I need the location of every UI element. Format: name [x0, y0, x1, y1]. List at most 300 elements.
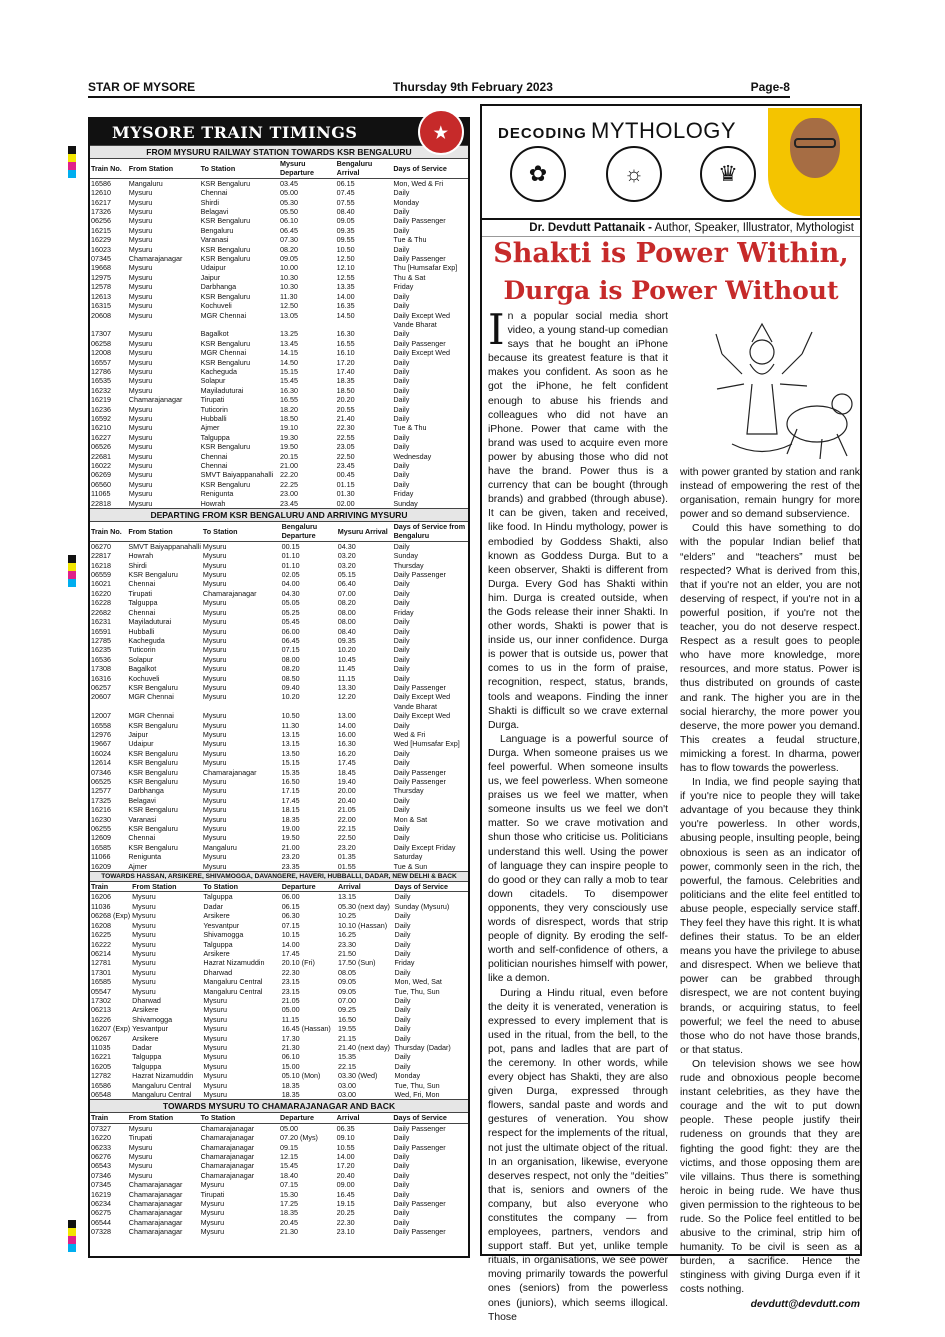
table-row: [90, 188, 468, 197]
table-cell: 21.05: [337, 805, 356, 815]
table-row: [90, 348, 468, 357]
table-cell: 07328: [91, 1227, 111, 1237]
table-cell: Daily: [393, 376, 410, 386]
table-cell: 17308: [91, 664, 111, 674]
table-cell: 23.45: [336, 461, 355, 470]
timetable: [90, 882, 468, 1099]
table-cell: Mysuru: [202, 833, 227, 843]
table-cell: 11.45: [337, 664, 356, 674]
table-cell: 06214: [91, 948, 111, 958]
table-row: [90, 376, 468, 385]
table-cell: Daily: [393, 301, 410, 311]
column-header: Train: [90, 882, 131, 892]
table-cell: 18.35: [281, 814, 300, 824]
table-cell: 14.00: [281, 939, 300, 949]
table-cell: 03.20: [337, 560, 356, 570]
table-cell: 20608: [91, 310, 111, 320]
table-row: [90, 320, 468, 329]
table-cell: Talguppa: [203, 892, 233, 902]
table-row: [90, 226, 468, 235]
table-cell: 17301: [91, 967, 111, 977]
table-cell: 06276: [91, 1152, 111, 1162]
table-cell: 14.50: [336, 310, 355, 320]
table-cell: Mangaluru Central: [132, 1090, 192, 1099]
table-cell: Dharwad: [203, 967, 233, 977]
table-cell: 16206: [91, 892, 111, 902]
table-cell: 20.15: [279, 451, 298, 461]
column-header: From Station: [131, 882, 202, 892]
table-cell: Mangaluru: [202, 842, 237, 852]
table-cell: Kacheguda: [200, 366, 237, 376]
table-cell: Friday: [393, 607, 414, 617]
table-cell: 15.35: [281, 767, 300, 777]
table-cell: 11035: [91, 1042, 111, 1052]
table-cell: Mangaluru: [128, 178, 163, 188]
table-cell: 15.35: [338, 1052, 356, 1062]
table-cell: 20607: [91, 692, 111, 702]
table-cell: 08.20: [281, 664, 300, 674]
table-cell: Mysuru: [202, 654, 227, 664]
table-cell: 07346: [91, 1170, 111, 1180]
table-cell: Daily: [393, 795, 410, 805]
registration-marks-mid: [68, 555, 76, 587]
table-cell: Daily: [394, 920, 411, 930]
table-cell: KSR Bengaluru: [128, 682, 178, 692]
column-header: Departure: [281, 882, 337, 892]
table-cell: 10.55: [336, 1142, 355, 1152]
table-cell: 23.30: [338, 939, 356, 949]
table-cell: 15.15: [281, 758, 300, 768]
table-cell: Shivamogga: [203, 930, 244, 940]
table-cell: Arsikere: [132, 1005, 159, 1015]
table-cell: 16222: [91, 939, 111, 949]
table-cell: [127, 702, 202, 711]
table-cell: 16022: [91, 461, 111, 470]
paragraph-text: n a popular social media short video, a young stand-up comedian says that he bought an iPhone because its greatest feature is that it makes you confident. As soon as he got the iPhone, he felt confident enough to abuse his friends and colleagues who did not have an iPhone. Power that came with the brand was used to acquire even more power by abusing those who did not have the brand. Power thus is a currency that can be bought (through brands) and grabbed (through abuse). It can be given, taken and received, like food. In Hindu mythology, power is embodied by Goddess Shakti, also known as Goddess Durga. But to a keen observer, Shakti is different from Durga. Every God has Shakti within him. Durga is created outside, when the Gods release their inner Shakti. In other words, Shakti is power that is inside us, our inner confidence. Durga is power that is outside us, power that comes to us in the form of praise, recognition, respect, status, brands, tools and weapons. Finding the inner Shakti is difficult so we crave external Durga.: [488, 311, 668, 731]
table-cell: 23.45: [279, 498, 298, 508]
author-role: Author, Speaker, Illustrator, Mythologist: [652, 222, 854, 234]
table-cell: 13.00: [337, 711, 356, 721]
table-cell: KSR Bengaluru: [200, 479, 251, 489]
author-name: Dr. Devdutt Pattanaik -: [529, 222, 652, 234]
table-cell: 10.45: [337, 654, 356, 664]
mythology-article: [480, 104, 862, 1323]
table-cell: Mysuru: [128, 310, 153, 320]
table-row: [90, 664, 468, 673]
table-cell: MGR Chennai: [128, 692, 174, 702]
table-cell: Mysuru: [202, 673, 227, 683]
table-cell: Wed, Fri, Mon: [394, 1090, 440, 1099]
table-row: [90, 245, 468, 254]
table-cell: 07.15: [279, 1180, 298, 1190]
table-cell: Mysuru: [200, 1199, 225, 1209]
table-cell: 06256: [91, 216, 111, 226]
table-cell: Daily: [394, 1005, 411, 1015]
table-cell: 19.30: [279, 432, 298, 442]
table-cell: 19.15: [336, 1199, 355, 1209]
table-cell: 16.25: [338, 930, 356, 940]
table-row: [90, 1071, 468, 1080]
table-cell: 06258: [91, 338, 111, 348]
table-cell: Arsikere: [203, 911, 230, 921]
table-cell: Daily: [394, 1061, 411, 1071]
table-row: [90, 198, 468, 207]
table-cell: 14.00: [337, 720, 356, 730]
table-cell: Mysuru: [203, 1071, 227, 1081]
table-cell: Varanasi: [128, 814, 157, 824]
table-cell: 16.20: [337, 748, 356, 758]
table-cell: Mysuru: [202, 711, 227, 721]
table-cell: 21.05: [281, 995, 300, 1005]
table-cell: Daily: [393, 748, 410, 758]
table-cell: Renigunta: [200, 489, 234, 499]
table-cell: Daily: [394, 948, 411, 958]
table-row: [90, 499, 468, 508]
table-cell: 06559: [91, 570, 111, 580]
table-row: [90, 579, 468, 588]
glasses-icon: [794, 138, 836, 148]
table-cell: 21.15: [338, 1033, 356, 1043]
column-header: Arrival: [337, 882, 394, 892]
table-cell: 15.30: [279, 1189, 298, 1199]
table-cell: Chamarajanagar: [128, 1217, 183, 1227]
table-row: [90, 405, 468, 414]
table-cell: 04.30: [281, 588, 300, 598]
table-cell: Shirdi: [128, 560, 147, 570]
table-cell: 19.50: [281, 833, 300, 843]
table-row: [90, 589, 468, 598]
table-cell: 09.40: [281, 682, 300, 692]
table-cell: Sunday: [393, 551, 418, 561]
table-cell: 13.15: [338, 892, 356, 902]
table-cell: 20.40: [336, 1170, 355, 1180]
table-cell: 03.00: [338, 1080, 356, 1090]
table-cell: Udaipur: [200, 263, 226, 273]
table-cell: 16231: [91, 617, 111, 627]
table-row: [90, 796, 468, 805]
table-cell: KSR Bengaluru: [200, 178, 251, 188]
table-cell: 05.00: [279, 1123, 298, 1133]
table-row: [90, 541, 468, 551]
table-cell: 09.05: [336, 216, 355, 226]
table-cell: Chamarajanagar: [128, 1189, 183, 1199]
table-cell: Friday: [393, 489, 414, 499]
table-cell: Mysuru: [202, 777, 227, 786]
table-cell: Shivamogga: [132, 1014, 173, 1024]
table-cell: [336, 320, 393, 329]
table-cell: Wednesday: [393, 451, 432, 461]
table-cell: 08.40: [337, 626, 356, 636]
table-cell: Daily: [393, 1180, 410, 1190]
table-cell: 16226: [91, 1014, 111, 1024]
table-cell: Daily: [393, 1170, 410, 1180]
table-cell: 06268 (Exp): [91, 911, 131, 921]
table-cell: Mysuru: [202, 805, 227, 815]
table-cell: Mysuru: [202, 795, 227, 805]
table-cell: Daily Except Wed: [393, 711, 451, 721]
table-cell: Mysuru: [128, 188, 153, 198]
table-cell: Chamarajanagar: [200, 1142, 255, 1152]
table-cell: Daily: [393, 579, 410, 589]
table-cell: 06.15: [281, 901, 300, 911]
table-cell: 16.55: [279, 395, 298, 405]
table-cell: 06.10: [279, 216, 298, 226]
table-cell: 16236: [91, 404, 111, 414]
table-cell: Mysuru: [202, 739, 227, 749]
table-cell: Mysuru: [132, 977, 156, 987]
table-cell: Chamarajanagar: [200, 1170, 255, 1180]
table-cell: 22681: [91, 451, 111, 461]
table-cell: 05.15: [337, 570, 356, 580]
table-cell: 16.50: [281, 777, 300, 786]
table-cell: 06.15: [336, 178, 355, 188]
table-cell: Mysuru: [200, 1208, 225, 1218]
table-row: [90, 987, 468, 996]
table-cell: Tuticorin: [128, 645, 156, 655]
table-cell: Chamarajanagar: [128, 1180, 183, 1190]
table-cell: 02.00: [336, 498, 355, 508]
table-cell: 06269: [91, 470, 111, 480]
table-cell: 09.00: [336, 1180, 355, 1190]
table-cell: 00.15: [281, 541, 300, 551]
table-row: [90, 739, 468, 748]
table-cell: 18.40: [279, 1170, 298, 1180]
table-cell: 01.10: [281, 560, 300, 570]
table-cell: Belagavi: [128, 795, 156, 805]
article-paragraph: with power granted by station and rank instead of empowering the rest of the organisation, remain hungry for more power and so demand subservience.: [680, 467, 860, 521]
table-row: [90, 470, 468, 479]
table-row: [90, 786, 468, 795]
table-cell: Chamarajanagar: [202, 767, 257, 777]
table-cell: 08.00: [281, 654, 300, 664]
table-cell: 16.10: [336, 348, 355, 358]
table-cell: MGR Chennai: [128, 711, 174, 721]
table-cell: Mysuru: [132, 948, 156, 958]
train-timings-panel: [88, 117, 470, 1258]
table-cell: 11.15: [281, 1014, 300, 1024]
table-cell: Mysuru: [128, 432, 153, 442]
table-cell: Daily: [393, 432, 410, 442]
column-header: Train: [90, 1113, 128, 1123]
table-cell: Daily: [393, 366, 410, 376]
table-cell: 22.30: [336, 423, 355, 433]
column-header: To Station: [200, 159, 279, 178]
article-paragraph: In India, we find people saying that if you're nice to people they will take advantage of you because they think you're powerless. In other words, abusing people, insulting people, being obnoxious is seen as an indicator of power, commonly seen in the rich, the powerful, the famous. Celebrities and politicians and the elite feel entitled to abuse people, especially service staff. They feel they have this right. It is what defines their status. To be an elder means you have the privilege to abuse and disrespect. When we believe that power can be grabbed through disrespect, we are not content buying brands, or acquiring status, to feel powerful; we feel the need to abuse those who do not have those brands, or that status.: [680, 777, 860, 1056]
table-cell: Daily: [393, 617, 410, 627]
timetable: [90, 1113, 468, 1236]
table-cell: Daily Except Friday: [393, 842, 456, 852]
table-cell: 10.30: [279, 282, 298, 292]
table-row: [90, 1024, 468, 1033]
table-cell: 16216: [91, 805, 111, 815]
table-row: [90, 282, 468, 291]
table-cell: Chamarajanagar: [128, 1227, 183, 1237]
table-cell: Daily: [394, 939, 411, 949]
table-cell: Chamarajanagar: [200, 1133, 255, 1143]
table-cell: 13.25: [279, 329, 298, 339]
table-cell: 20.45: [279, 1217, 298, 1227]
table-cell: Daily: [393, 720, 410, 730]
table-cell: Tue & Thu: [393, 235, 427, 245]
table-cell: 06270: [91, 541, 111, 551]
table-cell: 08.20: [279, 244, 298, 254]
column-header: To Station: [202, 522, 281, 541]
table-cell: 14.15: [279, 348, 298, 358]
table-row: [90, 1052, 468, 1061]
table-cell: 16557: [91, 357, 111, 367]
table-cell: 16220: [91, 588, 111, 598]
table-cell: Arsikere: [203, 948, 230, 958]
table-cell: Daily: [393, 207, 410, 217]
table-cell: Mysuru: [128, 348, 153, 358]
table-cell: 19668: [91, 263, 111, 273]
table-cell: Talguppa: [132, 1052, 162, 1062]
table-row: [90, 273, 468, 282]
table-cell: Chennai: [128, 833, 156, 843]
table-cell: Daily: [393, 470, 410, 480]
table-cell: Talguppa: [132, 1061, 162, 1071]
table-cell: 16235: [91, 645, 111, 655]
table-cell: Tirupati: [128, 1133, 153, 1143]
table-cell: Daily Passenger: [393, 767, 446, 777]
table-cell: 07.15: [281, 920, 300, 930]
column-header: To Station: [202, 882, 280, 892]
table-cell: Mysuru: [202, 560, 227, 570]
train-timings-title: [90, 119, 468, 145]
table-cell: Chennai: [200, 461, 228, 470]
table-row: [90, 551, 468, 560]
table-cell: 09.25: [338, 1005, 356, 1015]
table-cell: Chamarajanagar: [128, 395, 183, 405]
table-cell: 17302: [91, 995, 111, 1005]
table-cell: 05547: [91, 986, 111, 996]
table-cell: Mysuru: [128, 1170, 153, 1180]
table-row: [90, 833, 468, 842]
headline-line-2: Durga is Power Without: [503, 276, 839, 305]
table-cell: Daily: [393, 645, 410, 655]
table-cell: Solapur: [128, 654, 154, 664]
table-row: [90, 452, 468, 461]
table-row: [90, 617, 468, 626]
table-cell: 12.10: [336, 263, 355, 273]
table-row: [90, 1034, 468, 1043]
table-cell: Tirupati: [128, 588, 153, 598]
table-cell: Chennai: [128, 579, 156, 589]
table-cell: 21.30: [279, 1227, 298, 1237]
table-cell: 21.30: [281, 1042, 300, 1052]
table-row: [90, 1062, 468, 1071]
table-cell: 16227: [91, 432, 111, 442]
table-row: [90, 968, 468, 977]
table-cell: Mysuru: [128, 272, 153, 282]
table-cell: 07345: [91, 254, 111, 264]
table-cell: 23.05: [336, 442, 355, 452]
table-cell: Mysuru: [128, 235, 153, 245]
table-cell: 16.00: [337, 729, 356, 739]
table-row: [90, 902, 468, 911]
table-cell: 21.50: [338, 948, 356, 958]
table-cell: Mysuru: [202, 720, 227, 730]
table-cell: KSR Bengaluru: [128, 748, 178, 758]
table-cell: 06544: [91, 1217, 111, 1227]
table-cell: Thursday (Dadar): [394, 1042, 451, 1052]
table-cell: 14.00: [336, 291, 355, 301]
table-cell: Mysuru: [203, 1024, 227, 1034]
table-cell: Daily: [393, 329, 410, 339]
table-cell: KSR Bengaluru: [200, 216, 251, 226]
table-cell: 07.55: [336, 197, 355, 207]
table-cell: Dharwad: [132, 995, 161, 1005]
table-cell: 07.45: [336, 188, 355, 198]
table-row: [90, 1090, 468, 1099]
table-cell: 16209: [91, 861, 111, 871]
table-cell: 22.00: [337, 814, 356, 824]
railway-logo-icon: ★: [418, 109, 464, 155]
table-cell: 15.15: [279, 366, 298, 376]
table-cell: 17325: [91, 795, 111, 805]
table-cell: Hazrat Nizamuddin: [203, 958, 265, 968]
table-cell: 09.05: [338, 986, 356, 996]
table-cell: 05.05: [281, 598, 300, 608]
table-cell: 07327: [91, 1123, 111, 1133]
table-cell: Daily: [393, 1208, 410, 1218]
table-cell: 12.50: [336, 254, 355, 264]
table-cell: Mysuru: [128, 376, 153, 386]
table-cell: 22682: [91, 607, 111, 617]
table-cell: Daily: [393, 395, 410, 405]
table-cell: KSR Bengaluru: [128, 805, 178, 815]
table-cell: 09.10: [336, 1133, 355, 1143]
table-cell: 06525: [91, 777, 111, 786]
table-cell: Mysuru: [132, 967, 156, 977]
table-row: [90, 721, 468, 730]
author-email: devdutt@devdutt.com: [750, 1298, 860, 1310]
table-cell: Howrah: [200, 498, 226, 508]
column-header: Days of Service from Bengaluru: [393, 522, 468, 541]
table-cell: Mysuru: [128, 1142, 153, 1152]
table-cell: 09.15: [279, 1142, 298, 1152]
table-cell: 16592: [91, 413, 111, 423]
table-cell: 09.05: [279, 254, 298, 264]
table-cell: KSR Bengaluru: [200, 244, 251, 254]
table-cell: 16023: [91, 244, 111, 254]
table-cell: SMVT Baiyappanahalli: [200, 470, 274, 480]
table-cell: 09.05: [338, 977, 356, 987]
table-cell: 23.20: [281, 852, 300, 862]
table-cell: 11065: [91, 489, 111, 499]
table-cell: 17.45: [281, 795, 300, 805]
table-cell: 08.50: [281, 673, 300, 683]
table-cell: Chamarajanagar: [202, 588, 257, 598]
table-cell: MGR Chennai: [200, 310, 247, 320]
table-cell: Mayiladuturai: [200, 385, 244, 395]
table-cell: Ajmer: [200, 423, 220, 433]
table-cell: 19.50: [279, 442, 298, 452]
table-cell: Mon, Wed, Sat: [394, 977, 442, 987]
table-cell: Mysuru: [202, 635, 227, 645]
table-cell: Mysuru: [203, 1090, 227, 1099]
table-cell: Daily: [393, 244, 410, 254]
table-cell: 06.00: [281, 626, 300, 636]
table-cell: 18.45: [337, 767, 356, 777]
table-row: [90, 423, 468, 432]
table-cell: [200, 320, 279, 329]
table-cell: Daily Passenger: [393, 216, 446, 226]
paper-name: STAR OF MYSORE: [88, 80, 196, 94]
table-row: [90, 329, 468, 338]
table-cell: 20.55: [336, 404, 355, 414]
table-cell: 07.00: [338, 995, 356, 1005]
